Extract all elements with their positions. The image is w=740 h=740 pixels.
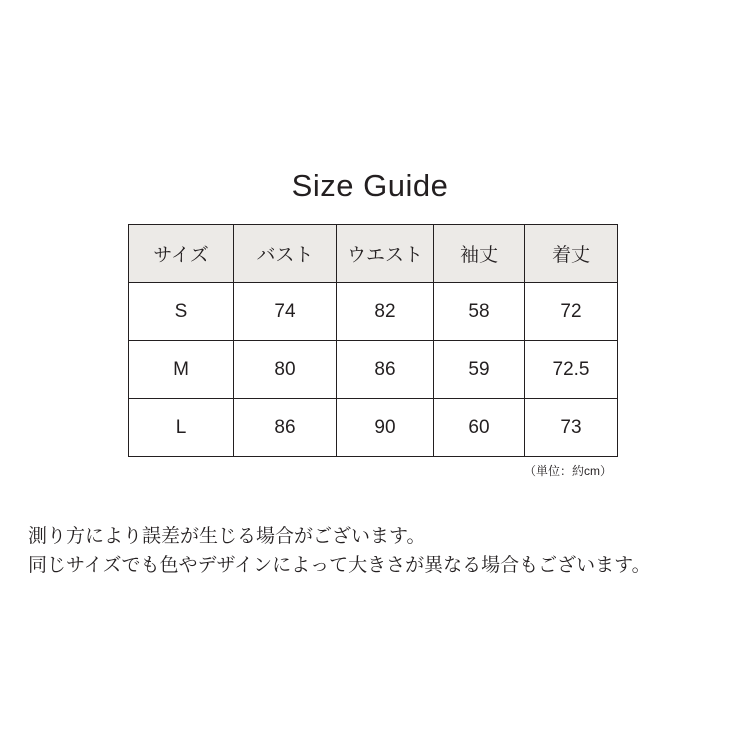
cell-size-m: M [129, 341, 234, 399]
column-header-sleeve: 袖丈 [434, 225, 525, 283]
size-table-container [128, 224, 612, 457]
cell-length-s: 72 [525, 283, 618, 341]
page-title: Size Guide [291, 168, 449, 203]
column-header-bust: バスト [234, 225, 337, 283]
cell-waist-l: 90 [337, 399, 434, 457]
cell-bust-l: 86 [234, 399, 337, 457]
cell-bust-m: 80 [234, 341, 337, 399]
column-header-size: サイズ [129, 225, 234, 283]
cell-length-m: 72.5 [525, 341, 618, 399]
size-table [128, 224, 618, 457]
cell-length-l: 73 [525, 399, 618, 457]
disclaimer-line-1: 測り方により誤差が生じる場合がございます。 [28, 526, 426, 547]
column-header-length: 着丈 [525, 225, 618, 283]
size-table-body [129, 283, 618, 457]
cell-sleeve-l: 60 [434, 399, 525, 457]
table-row [129, 341, 618, 399]
table-header-row [129, 225, 618, 283]
disclaimer-notes [28, 522, 728, 581]
cell-waist-m: 86 [337, 341, 434, 399]
table-row [129, 283, 618, 341]
cell-size-l: L [129, 399, 234, 457]
table-row [129, 399, 618, 457]
cell-sleeve-m: 59 [434, 341, 525, 399]
cell-bust-s: 74 [234, 283, 337, 341]
disclaimer-line-2: 同じサイズでも色やデザインによって大きさが異なる場合もございます。 [28, 555, 651, 577]
cell-sleeve-s: 58 [434, 283, 525, 341]
column-header-waist: ウエスト [337, 225, 434, 283]
unit-note: （単位：約cm） [524, 464, 612, 478]
cell-size-s: S [129, 283, 234, 341]
cell-waist-s: 82 [337, 283, 434, 341]
size-table-header [129, 225, 618, 283]
